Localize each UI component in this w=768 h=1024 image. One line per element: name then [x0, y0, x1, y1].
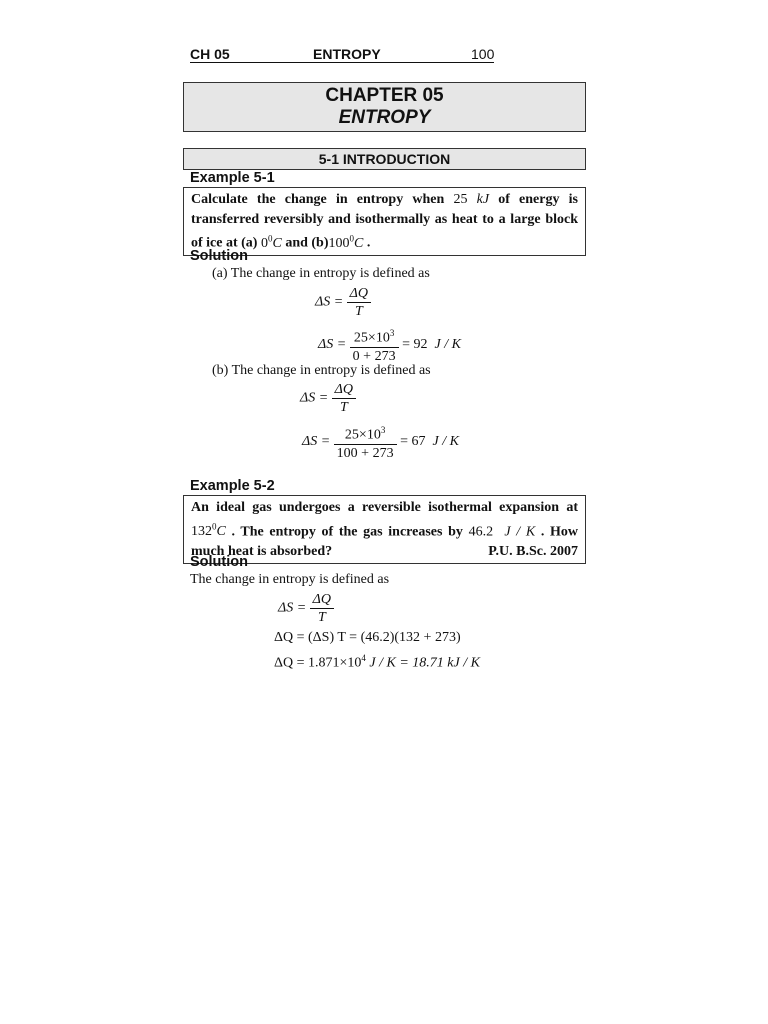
example-2-label: Example 5-2	[190, 478, 275, 494]
equation-a-definition: ΔS = $\frac{\Delta Q}{T}$	[315, 285, 371, 320]
header-rule	[190, 62, 494, 63]
q2-text-2: . The entropy of the gas increases by	[225, 524, 469, 540]
equation-b-result: ΔS = $\frac{25\times 10^3}{100 + 273}$ = 67 J / K	[302, 422, 459, 462]
q2-text-3: . How much heat is absorbed?	[191, 524, 579, 559]
equation-2-heat: ΔQ = (ΔS) T = (46.2)(132 + 273)	[274, 630, 461, 645]
q2-unit: J / K	[504, 524, 536, 540]
example-1-question	[183, 187, 586, 256]
equation-2-definition: ΔS = $\frac{\Delta Q}{T}$	[278, 591, 334, 626]
chapter-title-box	[183, 82, 586, 132]
q1-end: .	[363, 235, 371, 251]
example-2-solution-label: Solution	[190, 554, 248, 570]
q1-text-3: and (b)	[281, 235, 329, 251]
q1-energy-unit: kJ	[476, 192, 490, 207]
chapter-subtitle: ENTROPY	[338, 107, 431, 128]
example-1-solution-label: Solution	[190, 248, 248, 264]
equation-a-result: ΔS = $\frac{25\times 10^3}{0 + 273}$ = 92 J / K	[318, 325, 461, 365]
header-page-number: 100	[471, 46, 495, 62]
q2-source: P.U. B.Sc. 2007	[488, 543, 578, 559]
q1-temp-a: $0^0C$	[260, 233, 282, 251]
q2-value: 46.2	[468, 524, 494, 540]
q2-temp: $132^0C$	[191, 521, 226, 540]
example-1-label: Example 5-1	[190, 170, 275, 186]
header-topic: ENTROPY	[313, 46, 381, 62]
equation-2-result: $\Delta Q = 1.871\times 10^4$ J / K = 18.71 kJ / K	[274, 653, 480, 671]
example-2-intro: The change in entropy is defined as	[190, 572, 390, 587]
q2-text-1: An ideal gas undergoes a reversible isothermal expansion at	[191, 500, 578, 515]
q1-temp-b: $100^0C$	[328, 233, 364, 251]
part-b-text: (b) The change in entropy is defined as	[212, 363, 431, 378]
equation-b-definition: ΔS = $\frac{\Delta Q}{T}$	[300, 381, 356, 416]
header-chapter: CH 05	[190, 46, 230, 62]
chapter-title: CHAPTER 05	[325, 85, 444, 106]
q1-energy-value: 25	[453, 192, 468, 207]
q1-text-1: Calculate the change in entropy when	[191, 192, 454, 207]
part-a-text: (a) The change in entropy is defined as	[212, 266, 430, 281]
section-heading: 5-1 INTRODUCTION	[183, 148, 586, 170]
q1-text-2: of energy is transferred reversibly and isothermally as heat to a large block of ice at (a)	[191, 192, 578, 251]
